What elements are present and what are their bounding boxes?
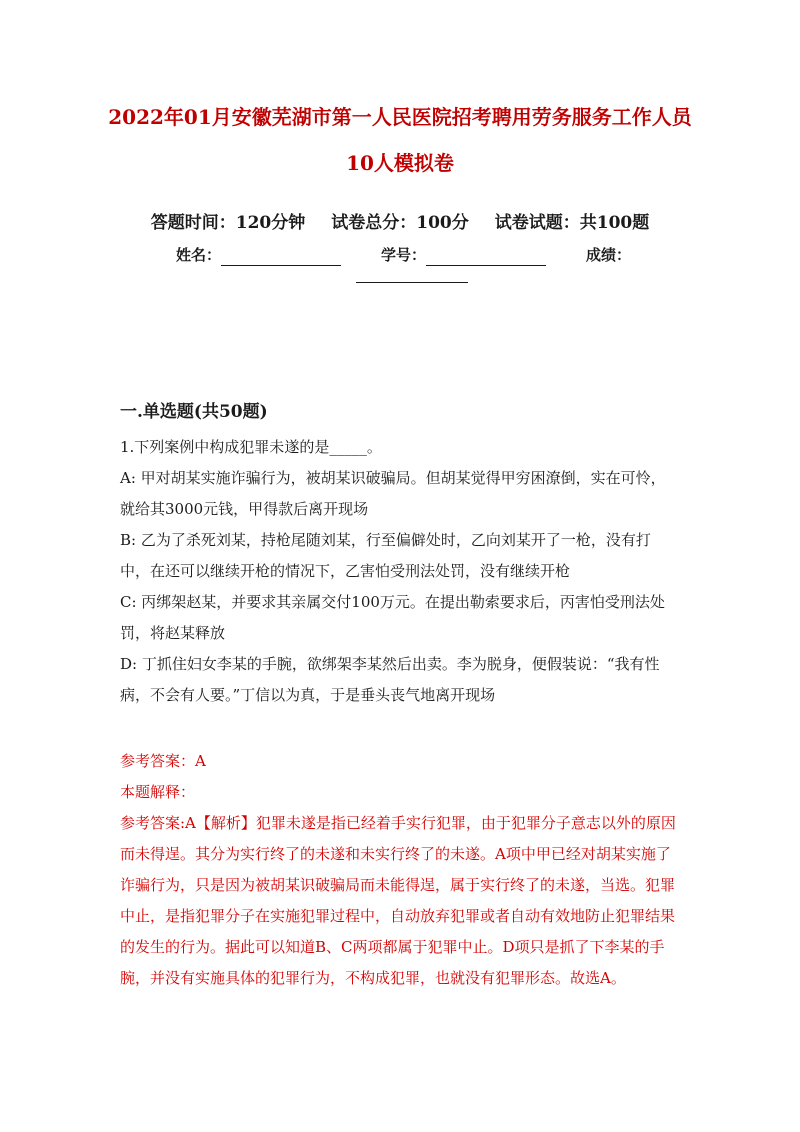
- id-blank[interactable]: [426, 249, 546, 266]
- explanation-label: 本题解释：: [120, 783, 196, 801]
- option-c: C: 丙绑架赵某，并要求其亲属交付100万元。在提出勒索要求后，丙害怕受刑法处罚，将赵某释放: [120, 593, 665, 642]
- option-b: B: 乙为了杀死刘某，持枪尾随刘某，行至偏僻处时，乙向刘某开了一枪，没有打中，在还可以继续开枪的情况下，乙害怕受刑法处罚，没有继续开枪: [120, 531, 651, 580]
- explanation-text: 参考答案:A【解析】犯罪未遂是指已经着手实行犯罪，由于犯罪分子意志以外的原因而未得逞。其分为实行终了的未遂和未实行终了的未遂。A项中甲已经对胡某实施了诈骗行为，只是因为被胡某识破骗局而未能得逞，属于实行终了的未遂，当选。犯罪中止，是指犯罪分子在实施犯罪过程中，自动放弃犯罪或者自动有效地防止犯罪结果的发生的行为。据此可以知道B、C两项都属于犯罪中止。D项只是抓了下李某的手腕，并没有实施具体的犯罪行为，不构成犯罪，也就没有犯罪形态。故选A。: [120, 814, 676, 987]
- name-blank[interactable]: [221, 249, 341, 266]
- question-stem: 1.下列案例中构成犯罪未遂的是_____。: [120, 438, 382, 456]
- exam-info: [0, 210, 800, 236]
- exam-total-score: 试卷总分：100分: [331, 213, 469, 233]
- exam-title-line2: 10人模拟卷: [346, 151, 454, 175]
- exam-total-questions: 试卷试题：共100题: [494, 213, 650, 233]
- option-a: A: 甲对胡某实施诈骗行为，被胡某识破骗局。但胡某觉得甲穷困潦倒，实在可怜，就给其3000元钱，甲得款后离开现场: [120, 469, 666, 518]
- answer-block: [120, 746, 680, 994]
- exam-title-line1: 2022年01月安徽芜湖市第一人民医院招考聘用劳务服务工作人员: [108, 105, 692, 129]
- score-blank[interactable]: [356, 266, 468, 283]
- reference-answer: 参考答案：A: [120, 752, 206, 770]
- name-label: 姓名：: [176, 246, 222, 264]
- student-fields: [176, 244, 631, 266]
- score-label: 成绩：: [586, 246, 632, 264]
- question-block: [120, 432, 680, 711]
- section-title: 一.单选题(共50题): [120, 402, 268, 422]
- id-label: 学号：: [381, 246, 427, 264]
- exam-time: 答题时间：120分钟: [150, 213, 306, 233]
- option-d: D: 丁抓住妇女李某的手腕，欲绑架李某然后出卖。李为脱身，便假装说：“我有性病，不会有人要。”丁信以为真，于是垂头丧气地离开现场: [120, 655, 660, 704]
